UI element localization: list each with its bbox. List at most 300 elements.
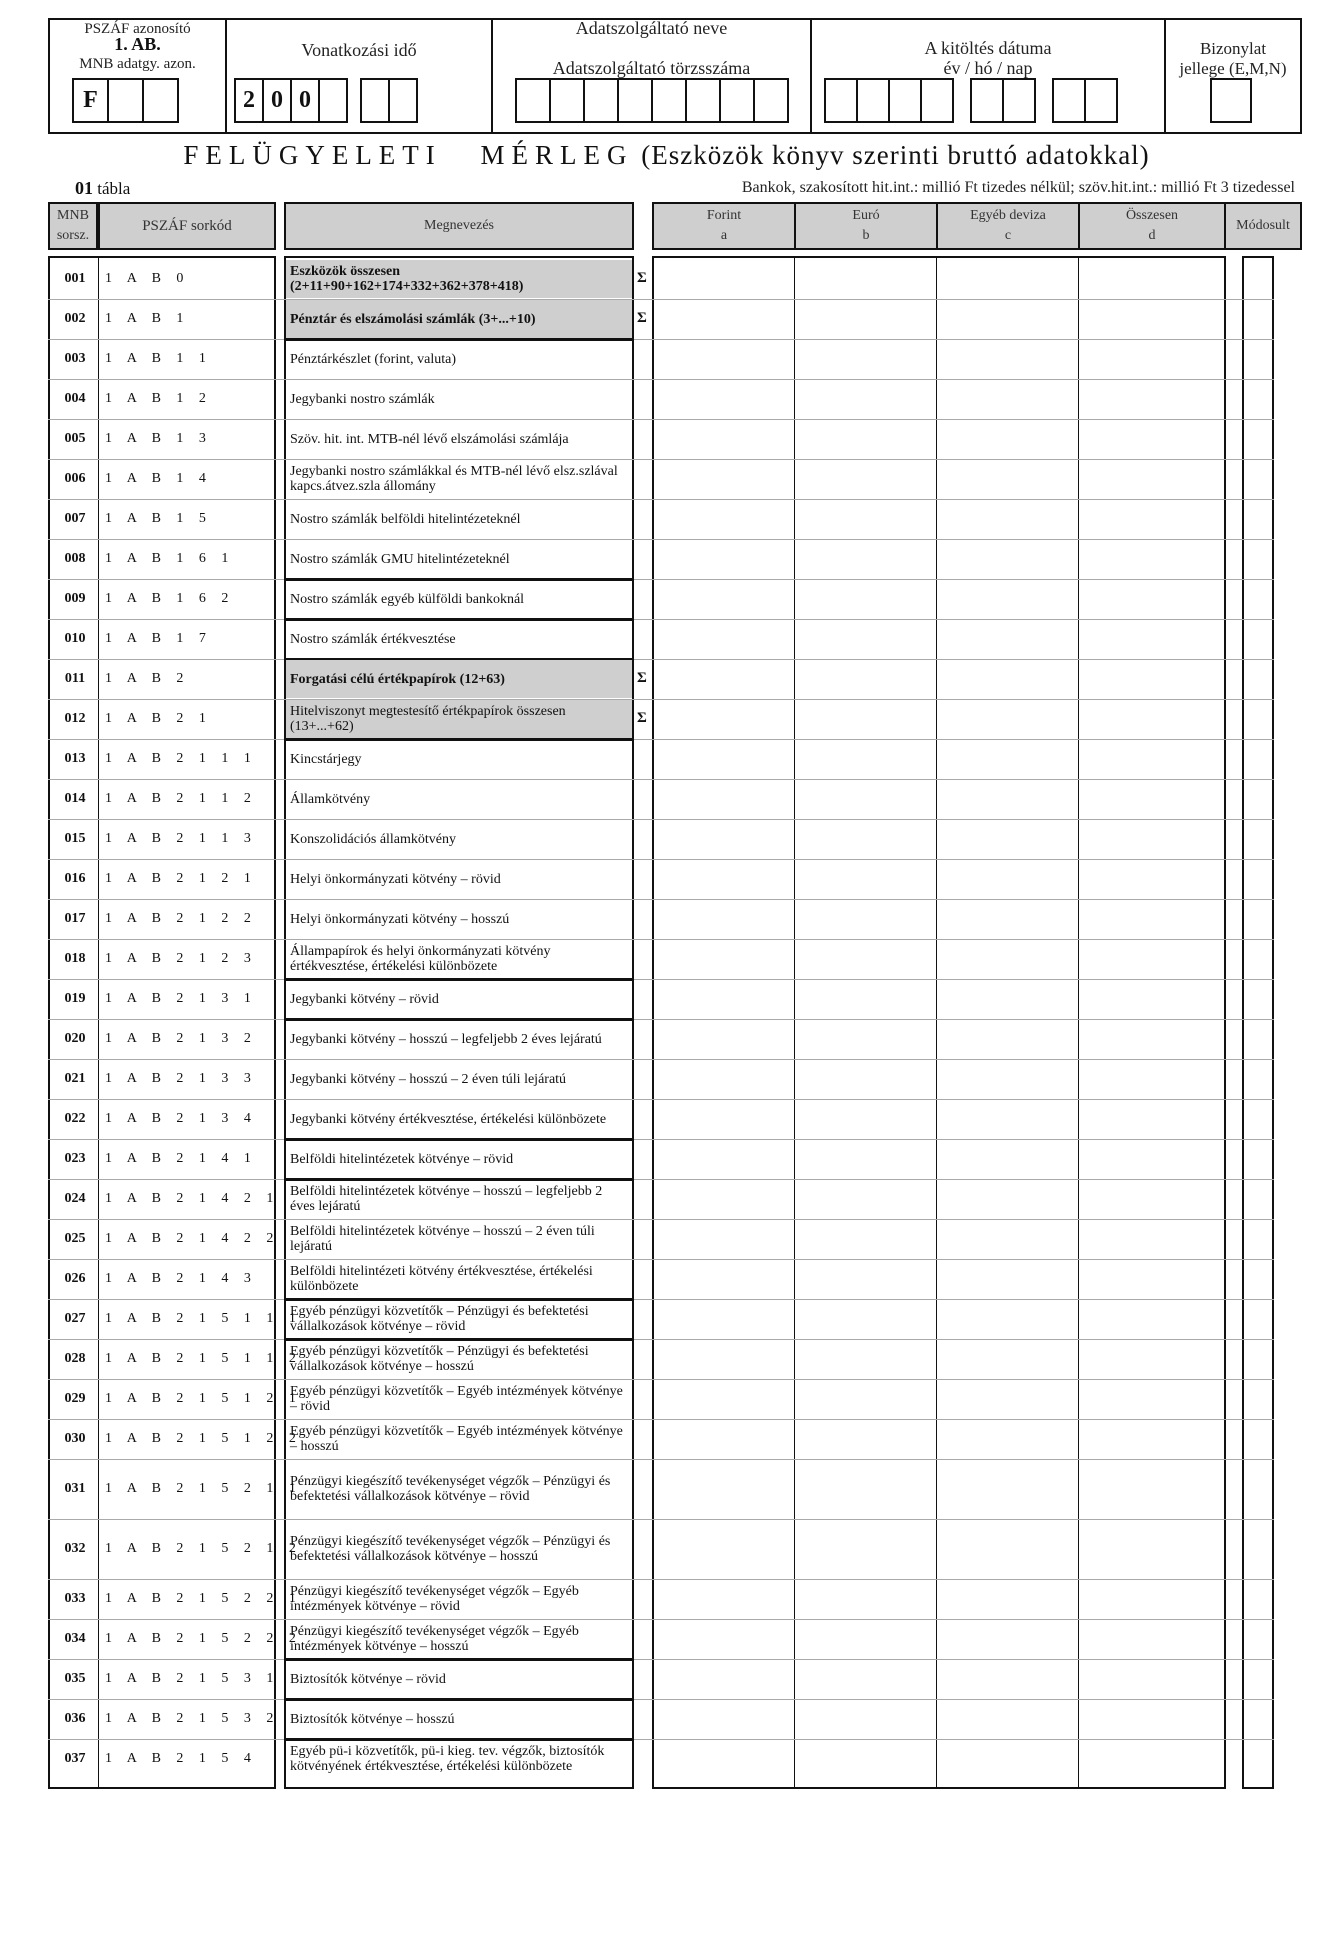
period-box-6[interactable]: [388, 78, 418, 123]
value-cell-euro[interactable]: [795, 980, 936, 1018]
row-code: 1 A B 2 1 5 1 1 2: [105, 1351, 302, 1366]
row-number: 028: [64, 1351, 86, 1366]
value-cell-euro[interactable]: [795, 300, 936, 338]
value-cell-egyeb[interactable]: [937, 300, 1078, 338]
value-cell-osszesen[interactable]: [1079, 980, 1224, 1018]
value-cell-euro[interactable]: [795, 1180, 936, 1218]
value-cell-osszesen[interactable]: [1079, 860, 1224, 898]
value-cell-euro[interactable]: [795, 1060, 936, 1098]
row-name: Biztosítók kötvénye – rövid: [290, 1671, 446, 1687]
value-cell-osszesen[interactable]: [1079, 1300, 1224, 1338]
value-cell-euro[interactable]: [795, 780, 936, 818]
value-cell-euro[interactable]: [795, 460, 936, 498]
value-cell-modosult[interactable]: [1243, 300, 1273, 338]
table-row: [0, 779, 1333, 819]
value-cell-egyeb[interactable]: [937, 1140, 1078, 1178]
row-code: 1 A B 2 1: [105, 711, 212, 726]
col-header-euro-sub: b: [862, 228, 870, 243]
value-cell-euro[interactable]: [795, 1100, 936, 1138]
value-cell-euro[interactable]: [795, 1020, 936, 1058]
date-day-box-2[interactable]: [1084, 78, 1118, 123]
row-number: 023: [64, 1151, 86, 1166]
value-cell-modosult[interactable]: [1243, 860, 1273, 898]
value-cell-modosult[interactable]: [1243, 940, 1273, 978]
value-cell-forint[interactable]: [653, 1460, 794, 1518]
row-code: 1 A B 2 1 5 1 2 2: [105, 1431, 302, 1446]
value-cell-osszesen[interactable]: [1079, 700, 1224, 738]
value-cell-egyeb[interactable]: [937, 1660, 1078, 1698]
value-cell-egyeb[interactable]: [937, 780, 1078, 818]
value-cell-modosult[interactable]: [1243, 1380, 1273, 1418]
value-cell-egyeb[interactable]: [937, 1020, 1078, 1058]
value-cell-euro[interactable]: [795, 1660, 936, 1698]
value-cell-modosult[interactable]: [1243, 540, 1273, 578]
value-cell-egyeb[interactable]: [937, 380, 1078, 418]
value-cell-euro[interactable]: [795, 1220, 936, 1258]
value-cell-modosult[interactable]: [1243, 1140, 1273, 1178]
row-name: Jegybanki nostro számlákkal és MTB-nél lévő elsz.szlával kapcs.átvez.szla állomány: [290, 464, 618, 494]
table-row: [0, 819, 1333, 859]
row-number: 030: [64, 1431, 86, 1446]
value-cell-osszesen[interactable]: [1079, 1020, 1224, 1058]
value-cell-egyeb[interactable]: [937, 1340, 1078, 1378]
value-cell-egyeb[interactable]: [937, 1420, 1078, 1458]
table-row: [0, 459, 1333, 499]
value-cell-forint[interactable]: [653, 1580, 794, 1618]
value-cell-egyeb[interactable]: [937, 1700, 1078, 1738]
value-cell-modosult[interactable]: [1243, 1020, 1273, 1058]
value-cell-osszesen[interactable]: [1079, 1060, 1224, 1098]
value-cell-euro[interactable]: [795, 620, 936, 658]
value-cell-euro[interactable]: [795, 580, 936, 618]
value-cell-egyeb[interactable]: [937, 980, 1078, 1018]
row-name: Eszközök összesen (2+11+90+162+174+332+362+378+418): [286, 260, 632, 298]
col-header-forint: [652, 202, 796, 250]
date-year-box-4[interactable]: [920, 78, 954, 123]
mnb-box-2[interactable]: [107, 78, 144, 123]
value-cell-euro[interactable]: [795, 660, 936, 698]
col-header-euro-label: Euró: [852, 208, 880, 223]
value-cell-forint[interactable]: [653, 900, 794, 938]
value-cell-modosult[interactable]: [1243, 1740, 1273, 1778]
value-cell-osszesen[interactable]: [1079, 380, 1224, 418]
value-cell-forint[interactable]: [653, 580, 794, 618]
value-cell-forint[interactable]: [653, 1300, 794, 1338]
value-cell-forint[interactable]: [653, 1340, 794, 1378]
table-row: [0, 1579, 1333, 1619]
period-box-4[interactable]: [318, 78, 348, 123]
value-cell-modosult[interactable]: [1243, 1620, 1273, 1658]
row-number: 001: [64, 271, 86, 286]
value-cell-euro[interactable]: [795, 1300, 936, 1338]
row-name: Helyi önkormányzati kötvény – rövid: [290, 871, 501, 887]
period-box-2[interactable]: 0: [262, 78, 292, 123]
value-cell-modosult[interactable]: [1243, 900, 1273, 938]
value-cell-forint[interactable]: [653, 1140, 794, 1178]
value-cell-egyeb[interactable]: [937, 660, 1078, 698]
value-cell-euro[interactable]: [795, 340, 936, 378]
value-cell-osszesen[interactable]: [1079, 420, 1224, 458]
value-cell-modosult[interactable]: [1243, 1580, 1273, 1618]
value-cell-egyeb[interactable]: [937, 700, 1078, 738]
value-cell-modosult[interactable]: [1243, 980, 1273, 1018]
row-name: Belföldi hitelintézeti kötvény értékvesztése, értékelési különbözete: [290, 1264, 593, 1294]
value-cell-forint[interactable]: [653, 300, 794, 338]
row-number: 021: [64, 1071, 86, 1086]
value-cell-forint[interactable]: [653, 460, 794, 498]
date-year-box-2[interactable]: [856, 78, 890, 123]
provider-reg-label: Adatszolgáltató törzsszáma: [552, 58, 751, 78]
value-cell-modosult[interactable]: [1243, 1420, 1273, 1458]
value-cell-modosult[interactable]: [1243, 1260, 1273, 1298]
value-cell-modosult[interactable]: [1243, 1660, 1273, 1698]
value-cell-egyeb[interactable]: [937, 1260, 1078, 1298]
col-header-egyeb-label: Egyéb deviza: [970, 208, 1046, 223]
row-code: 1 A B 2 1 1 1: [105, 751, 257, 766]
value-cell-euro[interactable]: [795, 1620, 936, 1658]
period-box-3[interactable]: 0: [290, 78, 320, 123]
value-cell-modosult[interactable]: [1243, 1340, 1273, 1378]
value-cell-euro[interactable]: [795, 380, 936, 418]
table-row: [0, 1179, 1333, 1219]
value-cell-osszesen[interactable]: [1079, 740, 1224, 778]
value-cell-modosult[interactable]: [1243, 460, 1273, 498]
row-name: Jegybanki kötvény – rövid: [290, 991, 439, 1007]
value-cell-egyeb[interactable]: [937, 1380, 1078, 1418]
row-name: Kincstárjegy: [290, 751, 362, 767]
value-cell-forint[interactable]: [653, 340, 794, 378]
value-cell-osszesen[interactable]: [1079, 1140, 1224, 1178]
table-row: [0, 1219, 1333, 1259]
row-number: 002: [64, 311, 86, 326]
mnb-box-3[interactable]: [142, 78, 179, 123]
value-cell-egyeb[interactable]: [937, 1060, 1078, 1098]
value-cell-osszesen[interactable]: [1079, 780, 1224, 818]
value-cell-forint[interactable]: [653, 1700, 794, 1738]
value-cell-modosult[interactable]: [1243, 620, 1273, 658]
doc-type-label: Bizonylat: [1199, 39, 1267, 58]
value-cell-egyeb[interactable]: [937, 340, 1078, 378]
value-cell-egyeb[interactable]: [937, 860, 1078, 898]
value-cell-euro[interactable]: [795, 860, 936, 898]
row-code: 1 A B 2 1 5 2 1 2: [105, 1541, 302, 1556]
row-code: 1 A B 2 1 5 2 1 1: [105, 1481, 302, 1496]
value-cell-osszesen[interactable]: [1079, 500, 1224, 538]
provider-name-label: Adatszolgáltató neve: [575, 18, 728, 38]
row-code: 1 A B 1 5: [105, 511, 212, 526]
row-code: 1 A B 2 1 3 3: [105, 1071, 257, 1086]
unit-note: Bankok, szakosított hit.int.: millió Ft tizedes nélkül; szöv.hit.int.: millió Ft 3 tizedessel: [741, 179, 1295, 196]
table-row: [0, 299, 1333, 339]
value-cell-osszesen[interactable]: [1079, 1520, 1224, 1578]
row-code: 1 A B 2 1 1 2: [105, 791, 257, 806]
row-number: 009: [64, 591, 86, 606]
date-month-box-2[interactable]: [1002, 78, 1036, 123]
row-number: 032: [64, 1541, 86, 1556]
value-cell-osszesen[interactable]: [1079, 1580, 1224, 1618]
col-header-euro: [794, 202, 938, 250]
value-cell-modosult[interactable]: [1243, 1220, 1273, 1258]
value-cell-egyeb[interactable]: [937, 820, 1078, 858]
value-cell-osszesen[interactable]: [1079, 1740, 1224, 1778]
value-cell-forint[interactable]: [653, 1420, 794, 1458]
reg-box-8[interactable]: [753, 78, 789, 123]
value-cell-euro[interactable]: [795, 740, 936, 778]
title-part-3: (Eszközök könyv szerinti bruttó adatokkal): [641, 140, 1150, 170]
value-cell-forint[interactable]: [653, 860, 794, 898]
value-cell-euro[interactable]: [795, 1520, 936, 1578]
value-cell-euro[interactable]: [795, 940, 936, 978]
value-cell-forint[interactable]: [653, 620, 794, 658]
value-cell-modosult[interactable]: [1243, 1460, 1273, 1518]
value-cell-egyeb[interactable]: [937, 1180, 1078, 1218]
value-cell-egyeb[interactable]: [937, 740, 1078, 778]
value-cell-forint[interactable]: [653, 1520, 794, 1578]
value-cell-osszesen[interactable]: [1079, 620, 1224, 658]
col-header-osszesen: [1078, 202, 1226, 250]
value-cell-osszesen[interactable]: [1079, 820, 1224, 858]
value-cell-egyeb[interactable]: [937, 1220, 1078, 1258]
value-cell-modosult[interactable]: [1243, 1520, 1273, 1578]
value-cell-forint[interactable]: [653, 380, 794, 418]
row-name: Pénztárkészlet (forint, valuta): [290, 351, 456, 367]
row-number: 020: [64, 1031, 86, 1046]
col-header-megnevezes: Megnevezés: [284, 202, 634, 250]
col-header-osszesen-label: Összesen: [1125, 208, 1179, 223]
reg-box-3[interactable]: [583, 78, 619, 123]
reg-box-4[interactable]: [617, 78, 653, 123]
value-cell-osszesen[interactable]: [1079, 1460, 1224, 1518]
value-cell-forint[interactable]: [653, 1100, 794, 1138]
value-cell-modosult[interactable]: [1243, 1300, 1273, 1338]
date-year-box-3[interactable]: [888, 78, 922, 123]
value-cell-euro[interactable]: [795, 420, 936, 458]
value-cell-forint[interactable]: [653, 1260, 794, 1298]
table-row: [0, 379, 1333, 419]
row-name: Jegybanki kötvény – hosszú – 2 éven túli lejáratú: [290, 1071, 567, 1087]
table-row: [0, 939, 1333, 979]
value-cell-osszesen[interactable]: [1079, 1220, 1224, 1258]
value-cell-modosult[interactable]: [1243, 660, 1273, 698]
value-cell-egyeb[interactable]: [937, 260, 1078, 298]
table-row: [0, 1059, 1333, 1099]
value-cell-euro[interactable]: [795, 1340, 936, 1378]
row-name: Egyéb pü-i közvetítők, pü-i kieg. tev. végzők, biztosítók kötvényének értékvesztése, értékelési különbözete: [290, 1744, 605, 1774]
row-name: Egyéb pénzügyi közvetítők – Egyéb intézmények kötvénye – rövid: [290, 1384, 623, 1414]
value-cell-osszesen[interactable]: [1079, 1700, 1224, 1738]
value-cell-egyeb[interactable]: [937, 580, 1078, 618]
value-cell-forint[interactable]: [653, 540, 794, 578]
reg-box-2[interactable]: [549, 78, 585, 123]
value-cell-forint[interactable]: [653, 1060, 794, 1098]
reg-box-7[interactable]: [719, 78, 755, 123]
row-code: 1 A B 1 3: [105, 431, 212, 446]
value-cell-modosult[interactable]: [1243, 1700, 1273, 1738]
value-cell-egyeb[interactable]: [937, 900, 1078, 938]
period-box-1[interactable]: 2: [234, 78, 264, 123]
row-name: Jegybanki nostro számlák: [290, 391, 435, 407]
row-name: Hitelviszonyt megtestesítő értékpapírok összesen (13+...+62): [286, 700, 632, 738]
row-name: Egyéb pénzügyi közvetítők – Pénzügyi és befektetési vállalkozások kötvénye – rövid: [290, 1304, 589, 1334]
row-number: 029: [64, 1391, 86, 1406]
value-cell-forint[interactable]: [653, 940, 794, 978]
value-cell-forint[interactable]: [653, 420, 794, 458]
value-cell-osszesen[interactable]: [1079, 1180, 1224, 1218]
table-row: [0, 1739, 1333, 1779]
row-number: 008: [64, 551, 86, 566]
value-cell-egyeb[interactable]: [937, 500, 1078, 538]
value-cell-egyeb[interactable]: [937, 1100, 1078, 1138]
value-cell-osszesen[interactable]: [1079, 1420, 1224, 1458]
value-cell-forint[interactable]: [653, 1620, 794, 1658]
value-cell-modosult[interactable]: [1243, 580, 1273, 618]
doc-type-box[interactable]: [1210, 78, 1252, 123]
row-name: Nostro számlák belföldi hitelintézeteknél: [290, 511, 521, 527]
value-cell-modosult[interactable]: [1243, 700, 1273, 738]
form-header: [48, 18, 1302, 134]
row-code: 1 A B 2 1 1 3: [105, 831, 257, 846]
doc-type-boxes: [1210, 78, 1250, 123]
row-number: 013: [64, 751, 86, 766]
value-cell-osszesen[interactable]: [1079, 1260, 1224, 1298]
value-cell-osszesen[interactable]: [1079, 900, 1224, 938]
title-part-1: FELÜGYELETI: [183, 140, 442, 170]
table-word: tábla: [97, 179, 131, 198]
value-cell-osszesen[interactable]: [1079, 260, 1224, 298]
date-month-box-1[interactable]: [970, 78, 1004, 123]
value-cell-forint[interactable]: [653, 660, 794, 698]
value-cell-egyeb[interactable]: [937, 1740, 1078, 1778]
reg-box-6[interactable]: [685, 78, 721, 123]
value-cell-osszesen[interactable]: [1079, 940, 1224, 978]
col-header-forint-sub: a: [720, 228, 728, 243]
value-cell-forint[interactable]: [653, 260, 794, 298]
value-cell-egyeb[interactable]: [937, 1520, 1078, 1578]
value-cell-modosult[interactable]: [1243, 380, 1273, 418]
value-cell-osszesen[interactable]: [1079, 1100, 1224, 1138]
value-cell-euro[interactable]: [795, 1380, 936, 1418]
value-cell-egyeb[interactable]: [937, 1460, 1078, 1518]
value-cell-modosult[interactable]: [1243, 340, 1273, 378]
table-row: [0, 1299, 1333, 1339]
value-cell-euro[interactable]: [795, 1140, 936, 1178]
form-title: [0, 140, 1333, 171]
mnb-box-1[interactable]: F: [72, 78, 109, 123]
value-cell-modosult[interactable]: [1243, 1060, 1273, 1098]
row-code: 1 A B 2 1 5 3 2: [105, 1711, 280, 1726]
reg-box-1[interactable]: [515, 78, 551, 123]
row-code: 1 A B 2 1 5 1 1 1: [105, 1311, 302, 1326]
value-cell-euro[interactable]: [795, 1700, 936, 1738]
value-cell-osszesen[interactable]: [1079, 660, 1224, 698]
period-box-5[interactable]: [360, 78, 390, 123]
value-cell-forint[interactable]: [653, 1380, 794, 1418]
value-cell-modosult[interactable]: [1243, 780, 1273, 818]
value-cell-osszesen[interactable]: [1079, 300, 1224, 338]
value-cell-egyeb[interactable]: [937, 460, 1078, 498]
value-cell-osszesen[interactable]: [1079, 1340, 1224, 1378]
value-cell-egyeb[interactable]: [937, 420, 1078, 458]
row-number: 010: [64, 631, 86, 646]
value-cell-euro[interactable]: [795, 700, 936, 738]
value-cell-osszesen[interactable]: [1079, 580, 1224, 618]
row-number: 031: [64, 1481, 86, 1496]
value-cell-egyeb[interactable]: [937, 1620, 1078, 1658]
row-code: 1 A B 2 1 5 2 2 2: [105, 1631, 302, 1646]
value-cell-euro[interactable]: [795, 1460, 936, 1518]
value-cell-forint[interactable]: [653, 500, 794, 538]
date-day-box-1[interactable]: [1052, 78, 1086, 123]
value-cell-euro[interactable]: [795, 500, 936, 538]
value-cell-forint[interactable]: [653, 820, 794, 858]
period-boxes: [234, 78, 416, 123]
date-year-box-1[interactable]: [824, 78, 858, 123]
value-cell-modosult[interactable]: [1243, 740, 1273, 778]
value-cell-euro[interactable]: [795, 1420, 936, 1458]
value-cell-osszesen[interactable]: [1079, 340, 1224, 378]
value-cell-euro[interactable]: [795, 540, 936, 578]
value-cell-osszesen[interactable]: [1079, 540, 1224, 578]
value-cell-euro[interactable]: [795, 900, 936, 938]
table-row: [0, 539, 1333, 579]
value-cell-forint[interactable]: [653, 700, 794, 738]
row-code: 1 A B 2 1 4 1: [105, 1151, 257, 1166]
value-cell-modosult[interactable]: [1243, 1100, 1273, 1138]
value-cell-forint[interactable]: [653, 740, 794, 778]
value-cell-euro[interactable]: [795, 1580, 936, 1618]
table-row: [0, 1019, 1333, 1059]
table-row: [0, 419, 1333, 459]
value-cell-forint[interactable]: [653, 1660, 794, 1698]
value-cell-modosult[interactable]: [1243, 820, 1273, 858]
period-label: Vonatkozási idő: [301, 40, 417, 60]
value-cell-euro[interactable]: [795, 820, 936, 858]
value-cell-osszesen[interactable]: [1079, 1620, 1224, 1658]
row-code: 1 A B 1 6 2: [105, 591, 235, 606]
value-cell-euro[interactable]: [795, 260, 936, 298]
reg-box-5[interactable]: [651, 78, 687, 123]
value-cell-modosult[interactable]: [1243, 500, 1273, 538]
value-cell-forint[interactable]: [653, 780, 794, 818]
value-cell-euro[interactable]: [795, 1260, 936, 1298]
value-cell-modosult[interactable]: [1243, 1180, 1273, 1218]
value-cell-egyeb[interactable]: [937, 1580, 1078, 1618]
value-cell-egyeb[interactable]: [937, 1300, 1078, 1338]
row-code: 1 A B 2 1 2 3: [105, 951, 257, 966]
value-cell-forint[interactable]: [653, 1740, 794, 1778]
value-cell-modosult[interactable]: [1243, 260, 1273, 298]
value-cell-egyeb[interactable]: [937, 540, 1078, 578]
value-cell-egyeb[interactable]: [937, 940, 1078, 978]
value-cell-osszesen[interactable]: [1079, 460, 1224, 498]
date-cell: [812, 20, 1166, 132]
row-number: 037: [64, 1751, 86, 1766]
value-cell-forint[interactable]: [653, 1020, 794, 1058]
value-cell-egyeb[interactable]: [937, 620, 1078, 658]
value-cell-forint[interactable]: [653, 980, 794, 1018]
row-number: 027: [64, 1311, 86, 1326]
row-name: Nostro számlák értékvesztése: [290, 631, 456, 647]
row-name: Forgatási célú értékpapírok (12+63): [286, 660, 632, 698]
row-number: 012: [64, 711, 86, 726]
value-cell-forint[interactable]: [653, 1220, 794, 1258]
value-cell-euro[interactable]: [795, 1740, 936, 1778]
table-row: [0, 1099, 1333, 1139]
value-cell-forint[interactable]: [653, 1180, 794, 1218]
value-cell-osszesen[interactable]: [1079, 1660, 1224, 1698]
value-cell-modosult[interactable]: [1243, 420, 1273, 458]
value-cell-osszesen[interactable]: [1079, 1380, 1224, 1418]
